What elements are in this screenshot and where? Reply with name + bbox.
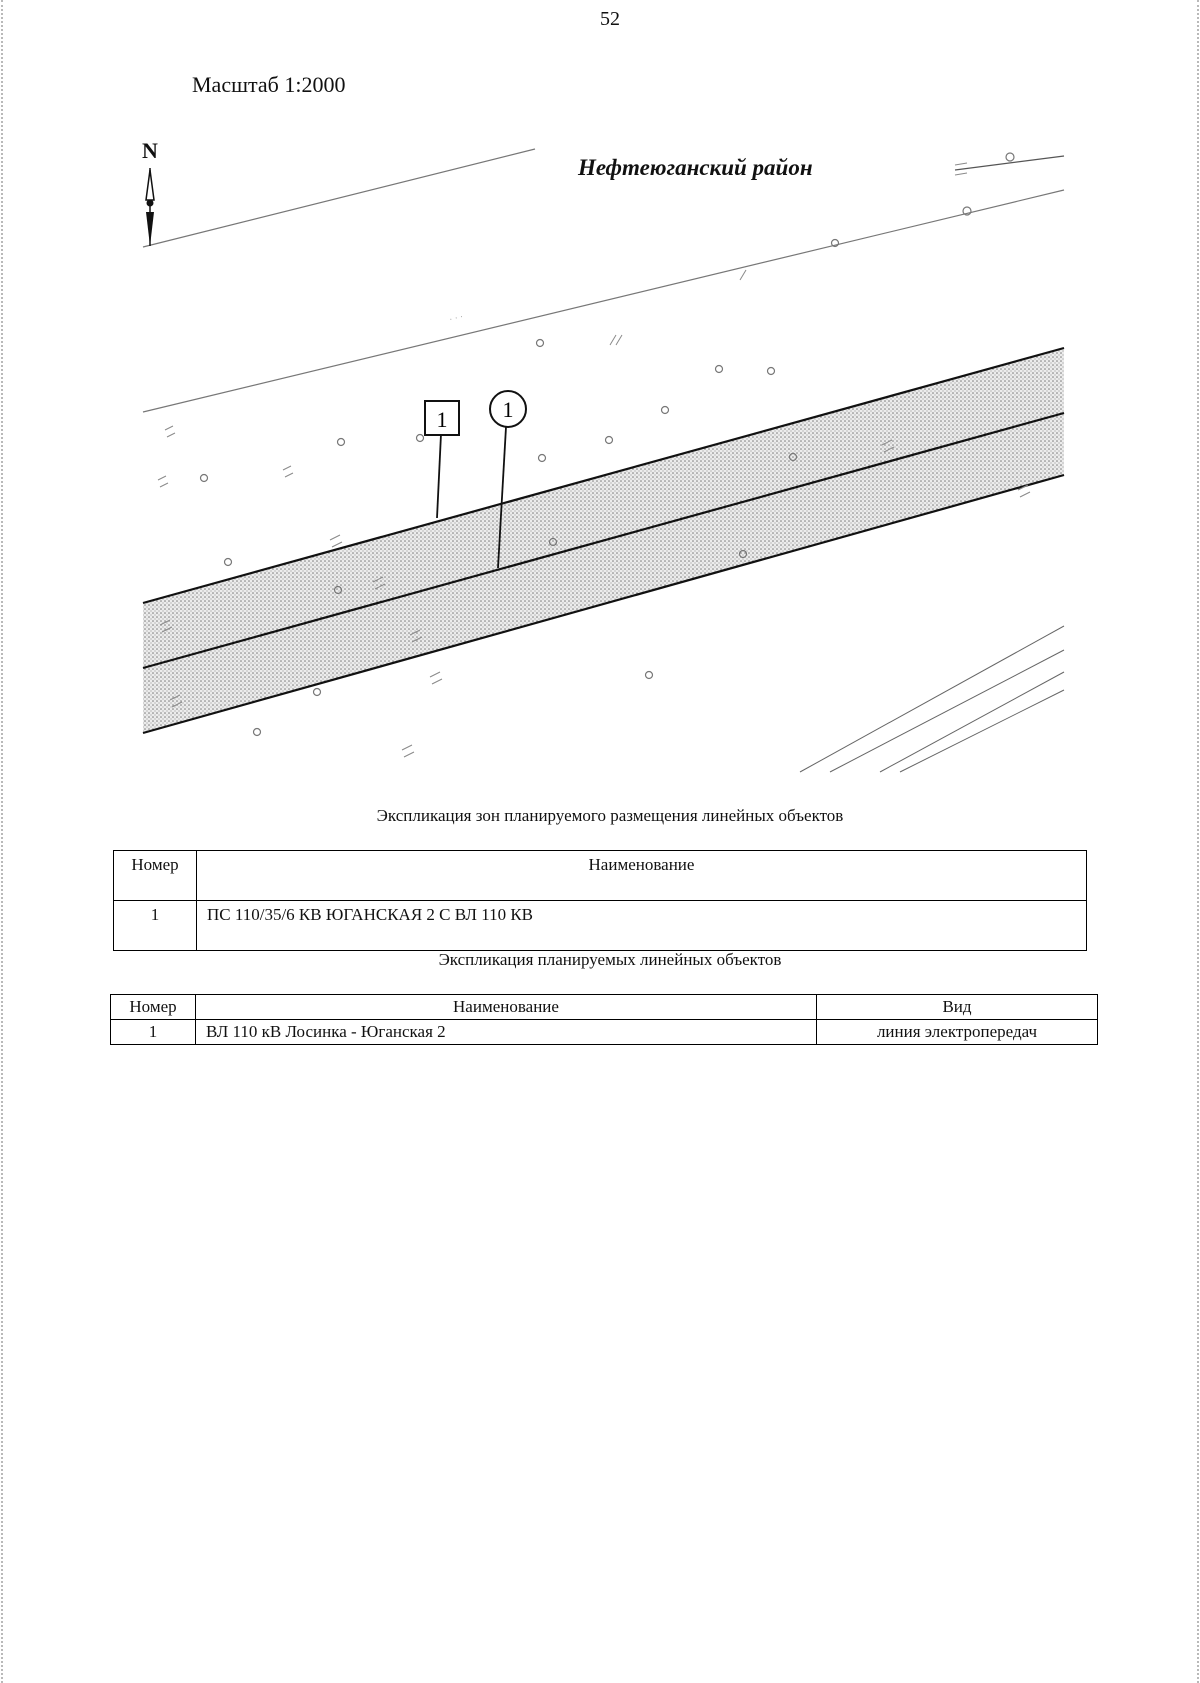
track-line-4 bbox=[900, 690, 1064, 772]
row-number: 1 bbox=[111, 1020, 196, 1045]
table-header-row bbox=[111, 995, 1098, 1020]
table-row bbox=[114, 901, 1087, 951]
row-name: ВЛ 110 кВ Лосинка - Юганская 2 bbox=[196, 1020, 817, 1045]
objects-table bbox=[110, 994, 1098, 1045]
row-number: 1 bbox=[114, 901, 197, 951]
page-number: 52 bbox=[600, 8, 620, 30]
table-row bbox=[111, 1020, 1098, 1045]
zones-table bbox=[113, 850, 1087, 951]
header-number: Номер bbox=[111, 995, 196, 1020]
north-arrow-label: N bbox=[142, 138, 158, 163]
row-name: ПС 110/35/6 КВ ЮГАНСКАЯ 2 С ВЛ 110 КВ bbox=[197, 901, 1087, 951]
header-name: Наименование bbox=[197, 851, 1087, 901]
power-line-axis bbox=[143, 413, 1064, 668]
district-label: Нефтеюганский район bbox=[578, 155, 813, 180]
object-marker-label: 1 bbox=[502, 397, 514, 422]
row-type: линия электропередач bbox=[817, 1020, 1098, 1045]
track-line-1 bbox=[800, 626, 1064, 772]
track-line-2 bbox=[830, 650, 1064, 772]
road-line-3 bbox=[143, 190, 1064, 412]
road-line-2 bbox=[955, 156, 1064, 170]
map-scale: Масштаб 1:2000 bbox=[192, 72, 346, 97]
svg-text:· · ·: · · · bbox=[448, 310, 465, 324]
planning-map bbox=[0, 0, 1200, 790]
header-number: Номер bbox=[114, 851, 197, 901]
road-line-1 bbox=[143, 149, 535, 247]
zones-table-caption: Экспликация зон планируемого размещения линейных объектов bbox=[376, 806, 844, 825]
zone-marker-label: 1 bbox=[436, 407, 448, 432]
objects-table-caption: Экспликация планируемых линейных объектов bbox=[438, 950, 782, 969]
north-arrow bbox=[140, 140, 162, 250]
track-line-3 bbox=[880, 672, 1064, 772]
zone-marker-leader bbox=[437, 434, 441, 518]
table-header-row bbox=[114, 851, 1087, 901]
header-name: Наименование bbox=[196, 995, 817, 1020]
header-type: Вид bbox=[817, 995, 1098, 1020]
